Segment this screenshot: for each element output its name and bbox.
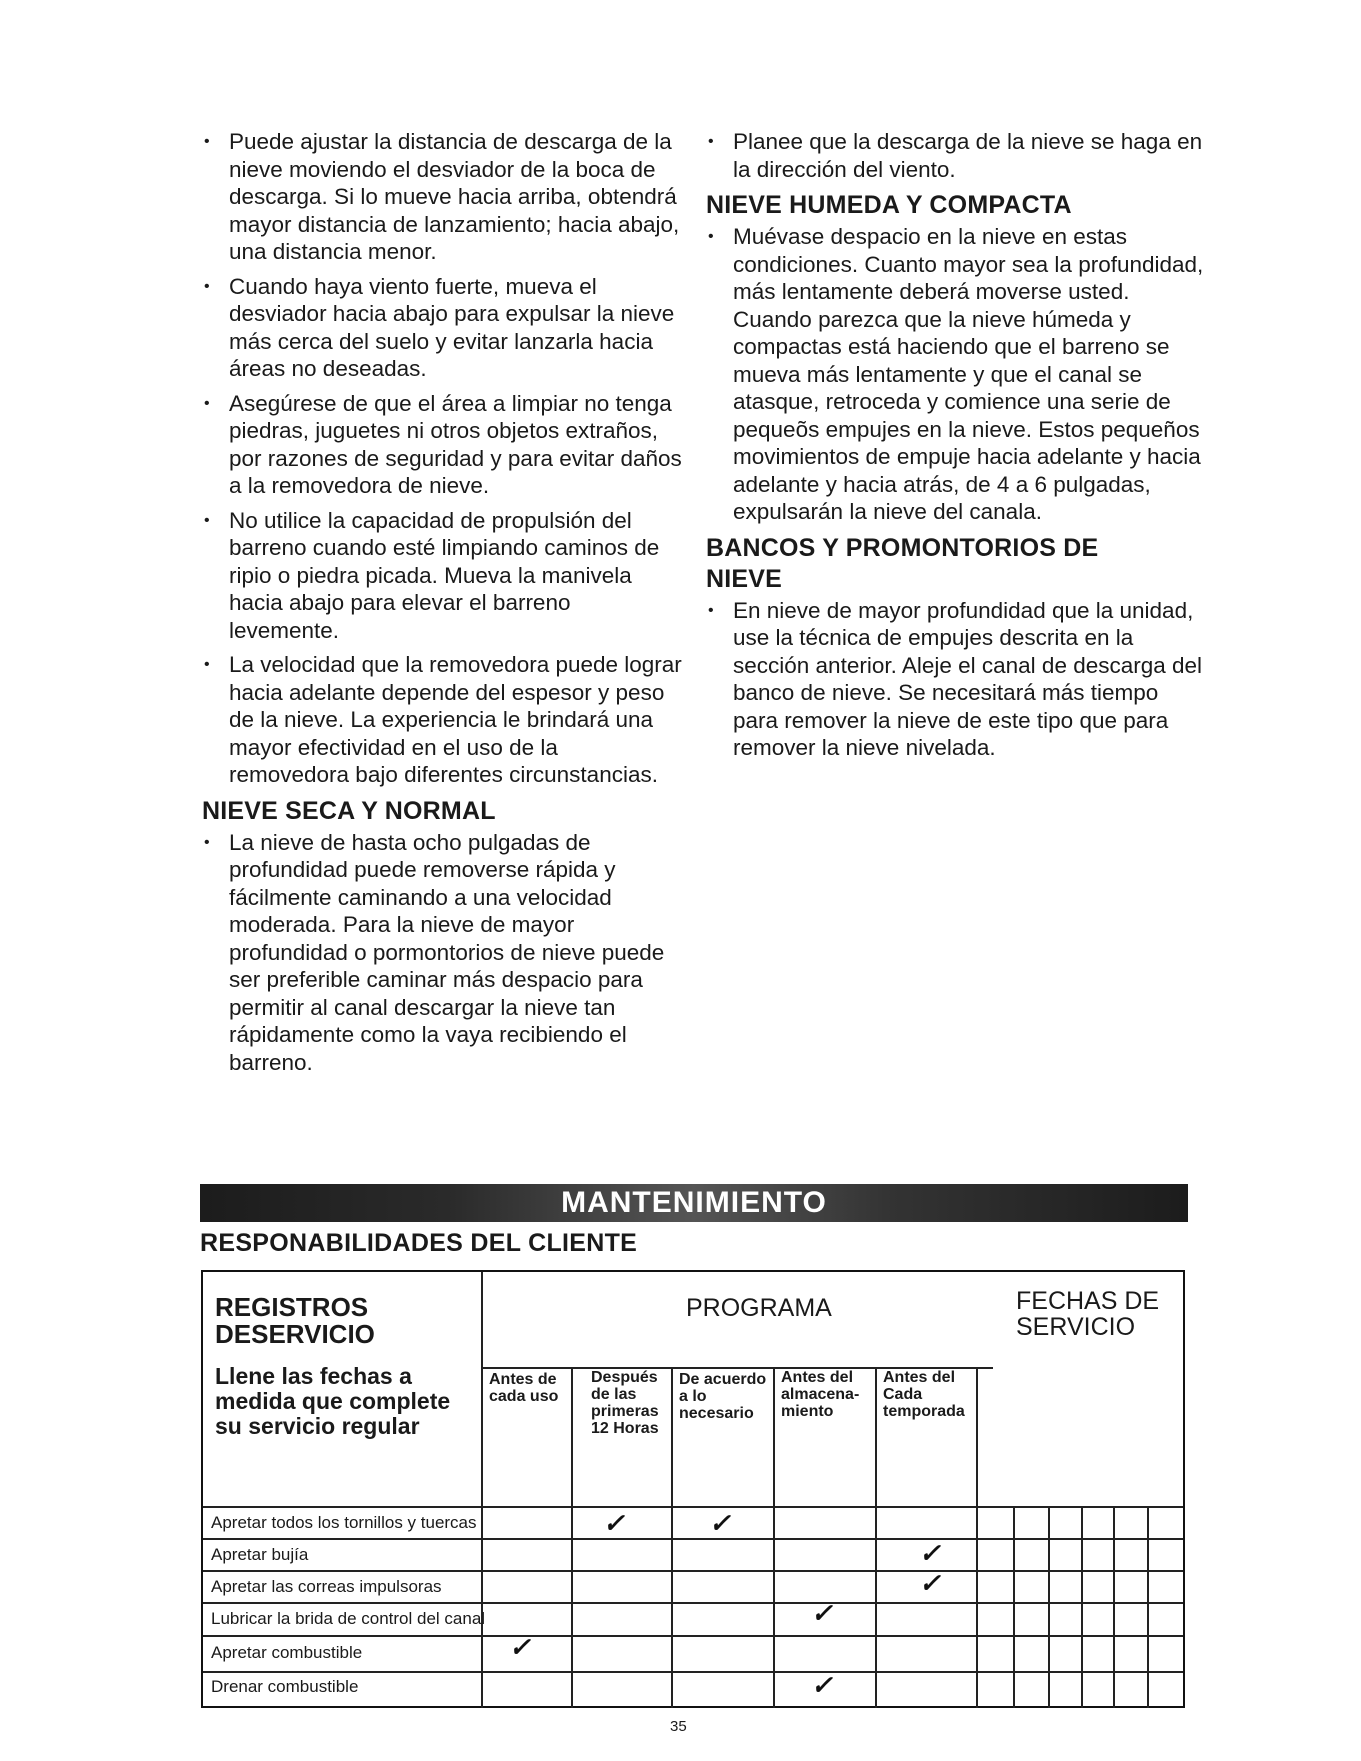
divider xyxy=(1081,1506,1083,1708)
divider xyxy=(1113,1506,1115,1708)
page-number: 35 xyxy=(670,1718,687,1735)
bullet-forward-speed: • La velocidad que la removedora puede lograr hacia adelante depende del espesor y peso de la nieve. La experiencia le brindará una mayor efectividad en el uso de la removedora bajo diferentes circunstancias. xyxy=(202,651,682,789)
col-header-as-needed: De acuerdo a lo necesario xyxy=(679,1371,767,1422)
divider xyxy=(1147,1506,1149,1708)
task-lubricate-chute-flange: Lubricar la brida de control del canal xyxy=(211,1609,486,1628)
col-header-each-season: Antes del Cada temporada xyxy=(883,1369,965,1420)
check-mark: ✓ xyxy=(709,1508,731,1538)
service-records-instructions: Llene las fechas a medida que complete su servicio regular xyxy=(215,1363,451,1439)
snow-banks-list xyxy=(706,597,1206,762)
dry-snow-list xyxy=(202,829,682,1077)
task-drain-fuel: Drenar combustible xyxy=(211,1677,359,1696)
left-bullet-list xyxy=(202,128,682,789)
service-dates-title: FECHAS DE SERVICIO xyxy=(1016,1287,1160,1341)
maintenance-banner xyxy=(200,1184,1188,1222)
divider xyxy=(1013,1506,1015,1708)
bullet-strong-wind: • Cuando haya viento fuerte, mueva el desviador hacia abajo para expulsar la nieve más cerca del suelo y evitar lanzarla hacia áreas no deseadas. xyxy=(202,273,682,383)
bullet-snow-banks: • En nieve de mayor profundidad que la unidad, use la técnica de empujes descrita en la sección anterior. Aleje el canal de descarga del banco de nieve. Se necesitará más tiempo para remover la nieve de este tipo que para remover la nieve nivelada. xyxy=(706,597,1206,762)
right-bullet-list xyxy=(706,128,1206,183)
bullet-discharge-distance: • Puede ajustar la distancia de descarga de la nieve moviendo el desviador de la boca de descarga. Si lo mueve hacia arriba, obtendrá mayor distancia de lanzamiento; hacia abajo, una distancia menor. xyxy=(202,128,682,266)
task-tighten-spark-plug: Apretar bujía xyxy=(211,1545,309,1564)
maintenance-schedule-table xyxy=(201,1270,1185,1708)
left-column xyxy=(202,128,682,1083)
customer-responsibilities-heading: RESPONABILIDADES DEL CLIENTE xyxy=(200,1229,638,1257)
service-records-title: REGISTROS DESERVICIO xyxy=(215,1292,375,1349)
col-header-before-storage: Antes del almacena-miento xyxy=(781,1369,860,1420)
banner-title: MANTENIMIENTO xyxy=(561,1186,827,1219)
check-mark: ✓ xyxy=(811,1598,833,1628)
divider xyxy=(1048,1506,1050,1708)
divider xyxy=(203,1570,1183,1572)
bullet-wind-direction: • Planee que la descarga de la nieve se haga en la dirección del viento. xyxy=(706,128,1206,183)
divider xyxy=(203,1671,1183,1673)
task-tighten-drive-belts: Apretar las correas impulsoras xyxy=(211,1577,442,1596)
divider xyxy=(203,1538,1183,1540)
check-mark: ✓ xyxy=(811,1670,833,1700)
task-tighten-bolts: Apretar todos los tornillos y tuercas xyxy=(211,1513,477,1532)
bullet-dry-snow: • La nieve de hasta ocho pulgadas de profundidad puede removerse rápida y fácilmente caminando a una velocidad moderada. Para la nieve de mayor profundidad o pormontorios de nieve puede ser preferible caminar más despacio para permitir al canal descargar la nieve tan rápidamente como la vaya recibiendo el barreno. xyxy=(202,829,682,1077)
heading-wet-snow: NIEVE HUMEDA Y COMPACTA xyxy=(706,191,1072,219)
heading-snow-banks: BANCOS Y PROMONTORIOS DE NIEVE xyxy=(706,533,1099,593)
bullet-gravel-paths: • No utilice la capacidad de propulsión del barreno cuando esté limpiando caminos de ripio o piedra picada. Mueva la manivela hacia abajo para elevar el barreno levemente. xyxy=(202,507,682,645)
divider xyxy=(203,1602,1183,1604)
check-mark: ✓ xyxy=(603,1508,625,1538)
right-column xyxy=(706,128,1206,769)
col-header-before-each-use: Antes de cada uso xyxy=(489,1371,559,1405)
check-mark: ✓ xyxy=(919,1568,941,1598)
schedule-title: PROGRAMA xyxy=(686,1294,832,1322)
bullet-clear-area: • Asegúrese de que el área a limpiar no tenga piedras, juguetes ni otros objetos extraños, por razones de seguridad y para evitar daños a la removedora de nieve. xyxy=(202,390,682,500)
bullet-wet-snow: • Muévase despacio en la nieve en estas condiciones. Cuanto mayor sea la profundidad, más lentamente deberá moverse usted. Cuando parezca que la nieve húmeda y compactas está haciendo que el barreno se mueva más lentamente y que el canal se atasque, retroceda y comience una serie de pequeõs empujes en la nieve. Estos pequeños movimientos de empuje hacia adelante y hacia adelante y hacia atrás, de 4 a 6 pulgadas, expulsarán la nieve del canala. xyxy=(706,223,1206,526)
divider xyxy=(203,1635,1183,1637)
check-mark: ✓ xyxy=(509,1632,531,1662)
heading-dry-snow: NIEVE SECA Y NORMAL xyxy=(202,796,496,825)
check-mark: ✓ xyxy=(919,1538,941,1568)
wet-snow-list xyxy=(706,223,1206,526)
divider xyxy=(481,1272,483,1708)
task-fuel: Apretar combustible xyxy=(211,1643,363,1662)
col-header-after-first-hours: Después de las primeras 12 Horas xyxy=(591,1369,659,1437)
divider xyxy=(203,1506,1183,1508)
